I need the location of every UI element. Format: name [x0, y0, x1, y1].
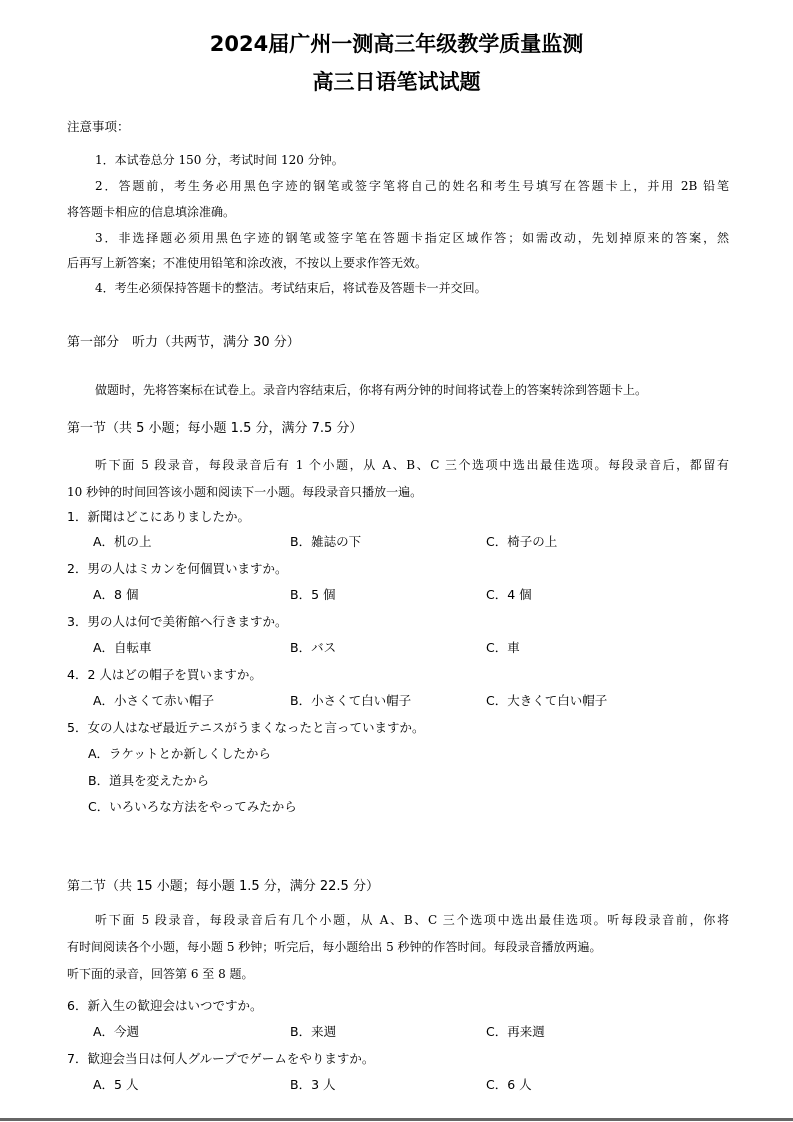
section1-instruction-line-2: 10 秒钟的时间回答该小题和阅读下一小题。每段录音只播放一遍。	[67, 485, 423, 499]
question-3-option-c: C．車	[486, 640, 520, 655]
question-2-option-c: C．4 個	[486, 587, 532, 602]
note-item-3-line-1: 3．非选择题必须用黑色字迹的钢笔或签字笔在答题卡指定区域作答；如需改动，先划掉原来的答案，然	[95, 231, 729, 245]
note-item-2-line-2: 将答题卡相应的信息填涂准确。	[67, 205, 236, 219]
note-item-2-line-1: 2．答题前，考生务必用黑色字迹的钢笔或签字笔将自己的姓名和考生号填写在答题卡上，并用 2B 铅笔	[95, 179, 729, 193]
question-2-stem: 2．男の人はミカンを何個買いますか。	[67, 561, 288, 576]
question-4-option-c: C．大きくて白い帽子	[486, 693, 608, 708]
question-5-stem: 5．女の人はなぜ最近テニスがうまくなったと言っていますか。	[67, 720, 425, 735]
note-item-1: 1．本试卷总分 150 分，考试时间 120 分钟。	[95, 153, 344, 167]
section2-heading: 第二节（共 15 小题；每小题 1.5 分，满分 22.5 分）	[67, 879, 379, 894]
question-7-option-a: A．5 人	[93, 1077, 139, 1092]
question-6-option-c: C．再来週	[486, 1024, 545, 1039]
exam-title: 2024届广州一测高三年级教学质量监测	[209, 32, 584, 56]
section1-heading: 第一节（共 5 小题；每小题 1.5 分，满分 7.5 分）	[67, 421, 363, 436]
exam-subtitle: 高三日语笔试试题	[312, 70, 481, 94]
question-7-stem: 7．歓迎会当日は何人グループでゲームをやりますか。	[67, 1051, 375, 1066]
question-1-stem: 1．新聞はどこにありましたか。	[67, 509, 250, 524]
question-7-option-c: C．6 人	[486, 1077, 532, 1092]
section2-lead: 听下面的录音，回答第 6 至 8 题。	[67, 967, 254, 981]
question-3-stem: 3．男の人は何で美術館へ行きますか。	[67, 614, 288, 629]
question-5-option-c: C．いろいろな方法をやってみたから	[88, 799, 297, 814]
question-4-option-a: A．小さくて赤い帽子	[93, 693, 215, 708]
page-bottom-edge	[0, 1118, 793, 1121]
section2-instruction-line-2: 有时间阅读各个小题，每小题 5 秒钟；听完后，每小题给出 5 秒钟的作答时间。每段录音播放两遍。	[67, 940, 602, 954]
question-6-option-b: B．来週	[290, 1024, 337, 1039]
question-3-option-b: B．バス	[290, 640, 337, 655]
question-3-option-a: A．自転車	[93, 640, 152, 655]
note-item-3-line-2: 后再写上新答案；不准使用铅笔和涂改液，不按以上要求作答无效。	[67, 256, 428, 270]
question-7-option-b: B．3 人	[290, 1077, 336, 1092]
question-2-option-b: B．5 個	[290, 587, 336, 602]
question-1-option-c: C．椅子の上	[486, 534, 558, 549]
question-5-option-b: B．道具を変えたから	[88, 773, 210, 788]
question-6-stem: 6．新入生の歓迎会はいつですか。	[67, 998, 263, 1013]
question-1-option-b: B．雑誌の下	[290, 534, 362, 549]
question-4-stem: 4．2 人はどの帽子を買いますか。	[67, 667, 262, 682]
part1-heading: 第一部分 听力（共两节，满分 30 分）	[67, 335, 300, 350]
part1-instruction: 做题时，先将答案标在试卷上。录音内容结束后，你将有两分钟的时间将试卷上的答案转涂到答题卡上。	[95, 383, 648, 397]
notes-heading: 注意事项：	[67, 119, 130, 134]
question-1-option-a: A．机の上	[93, 534, 152, 549]
note-item-4: 4．考生必须保持答题卡的整洁。考试结束后，将试卷及答题卡一并交回。	[95, 281, 487, 295]
question-6-option-a: A．今週	[93, 1024, 140, 1039]
section2-instruction-line-1: 听下面 5 段录音，每段录音后有几个小题，从 A、B、C 三个选项中选出最佳选项。听每段录音前，你将	[95, 913, 729, 927]
section1-instruction-line-1: 听下面 5 段录音，每段录音后有 1 个小题，从 A、B、C 三个选项中选出最佳选项。每段录音后，都留有	[95, 458, 729, 472]
question-5-option-a: A．ラケットとか新しくしたから	[88, 746, 271, 761]
question-4-option-b: B．小さくて白い帽子	[290, 693, 412, 708]
question-2-option-a: A．8 個	[93, 587, 139, 602]
